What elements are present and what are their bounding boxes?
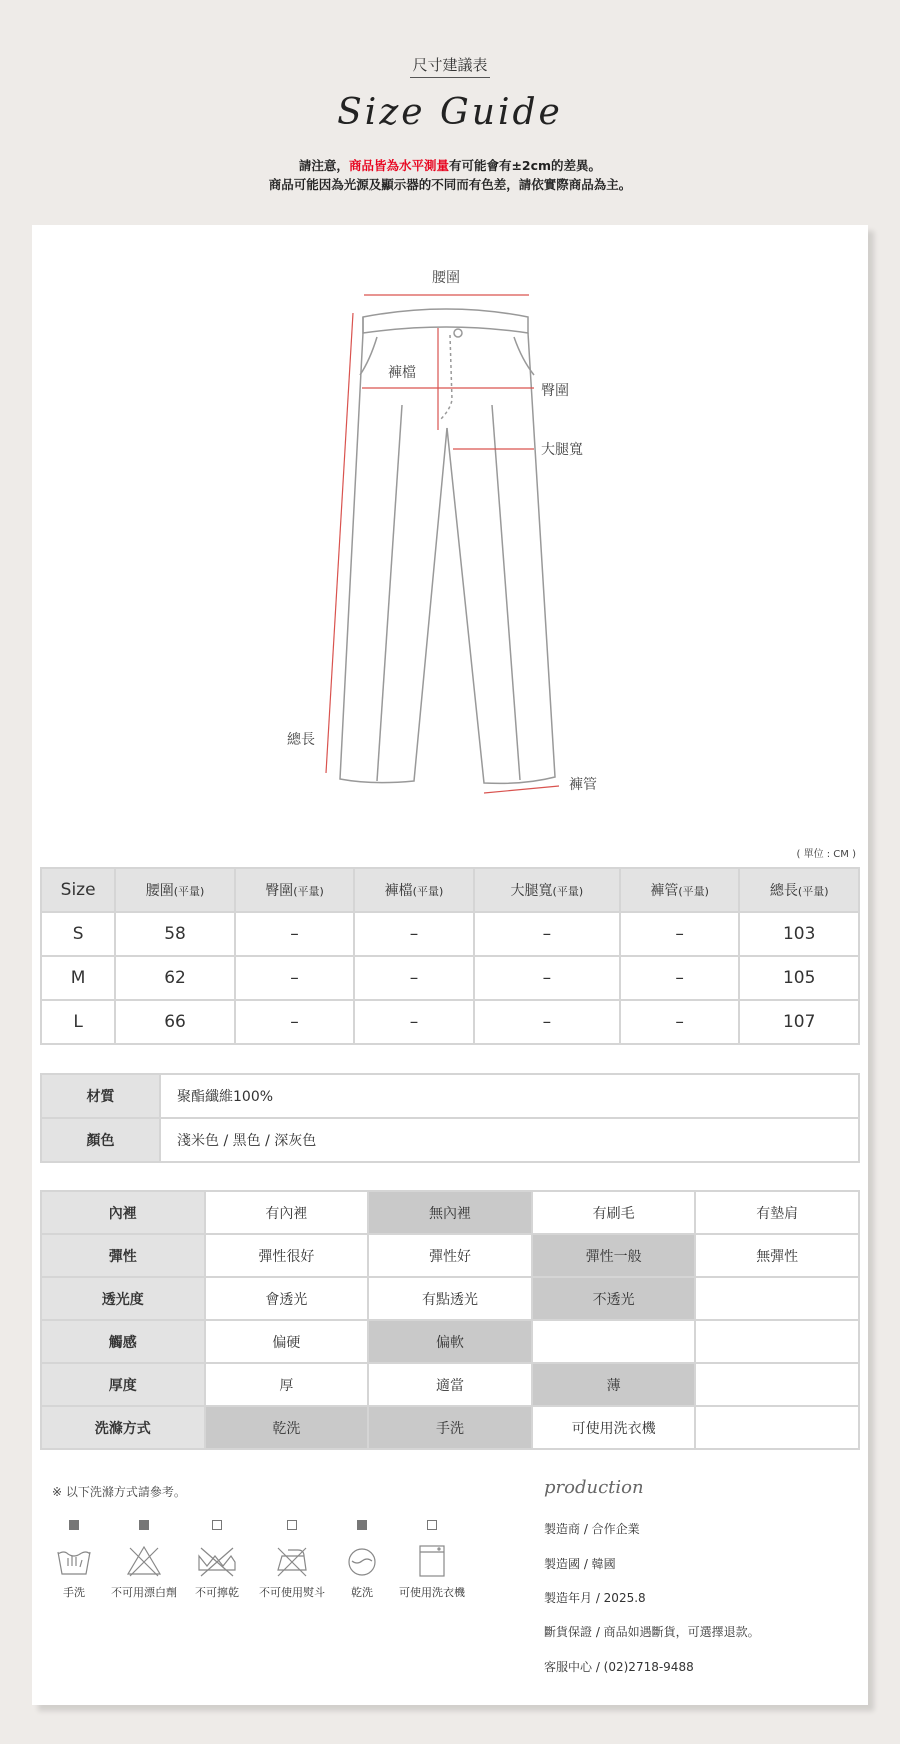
- hem-line: [484, 786, 559, 793]
- size-table-header-row: [41, 868, 859, 912]
- size-table: [40, 867, 860, 1045]
- size-guide-card: [32, 225, 868, 1705]
- material-value: 聚酯纖維100%: [160, 1074, 859, 1118]
- attribute-label: 觸感: [41, 1320, 205, 1363]
- size-header: Size: [41, 868, 115, 912]
- table-cell: S: [41, 912, 115, 956]
- waist-label: 腰圍: [432, 270, 460, 286]
- checkbox-icon: [69, 1520, 79, 1530]
- no-bleach-icon: [126, 1544, 162, 1578]
- table-cell: –: [235, 1000, 354, 1044]
- table-cell: –: [354, 1000, 473, 1044]
- attribute-option: 無內裡: [368, 1191, 532, 1234]
- column-header: 褲檔(平量): [354, 868, 473, 912]
- page-title: Size Guide: [337, 92, 563, 133]
- checkbox-icon: [287, 1520, 297, 1530]
- wash-item-no-bleach: [102, 1520, 186, 1600]
- table-row: [41, 1000, 859, 1044]
- attribute-option: 有內裡: [205, 1191, 369, 1234]
- attribute-option: [532, 1320, 696, 1363]
- note-highlight: 商品皆為水平測量: [348, 158, 449, 173]
- table-cell: 107: [739, 1000, 859, 1044]
- checkbox-icon: [212, 1520, 222, 1530]
- attribute-option: 厚: [205, 1363, 369, 1406]
- attribute-option: [695, 1320, 859, 1363]
- manufacturer: 製造商 / 合作企業: [544, 1522, 640, 1536]
- column-header: 臀圍(平量): [235, 868, 354, 912]
- attribute-option: [695, 1363, 859, 1406]
- no-iron-icon: [274, 1544, 310, 1578]
- attribute-row: [41, 1363, 859, 1406]
- material-row: [41, 1074, 859, 1118]
- hand-wash-icon: [56, 1544, 92, 1578]
- table-cell: 103: [739, 912, 859, 956]
- attribute-label: 洗滌方式: [41, 1406, 205, 1449]
- table-cell: M: [41, 956, 115, 1000]
- table-cell: –: [474, 956, 620, 1000]
- note-suffix: 有可能會有±2cm的差異。: [448, 158, 602, 173]
- measurement-note: [0, 156, 900, 194]
- color-label: 顏色: [41, 1118, 160, 1162]
- color-row: [41, 1118, 859, 1162]
- table-cell: 105: [739, 956, 859, 1000]
- table-cell: –: [620, 1000, 739, 1044]
- note-prefix: 請注意，: [298, 158, 349, 173]
- dry-clean-icon: [344, 1544, 380, 1578]
- attribute-label: 內裡: [41, 1191, 205, 1234]
- attribute-row: [41, 1234, 859, 1277]
- table-cell: –: [354, 956, 473, 1000]
- attribute-option: 會透光: [205, 1277, 369, 1320]
- wash-label: 乾洗: [351, 1586, 373, 1599]
- pants-diagram: [32, 225, 868, 825]
- attribute-row: [41, 1406, 859, 1449]
- checkbox-icon: [427, 1520, 437, 1530]
- column-header: 褲管(平量): [620, 868, 739, 912]
- material-table: [40, 1073, 860, 1163]
- attribute-label: 厚度: [41, 1363, 205, 1406]
- hip-label: 臀圍: [541, 383, 569, 399]
- column-header: 腰圍(平量): [115, 868, 234, 912]
- thigh-label: 大腿寬: [541, 442, 583, 458]
- attribute-option: 偏硬: [205, 1320, 369, 1363]
- wash-label: 可使用洗衣機: [399, 1586, 465, 1599]
- table-cell: 66: [115, 1000, 234, 1044]
- production-title: production: [544, 1477, 644, 1498]
- size-chart-subtitle: 尺寸建議表: [0, 54, 900, 75]
- stock-guarantee: 斷貨保證 / 商品如遇斷貨，可選擇退款。: [544, 1625, 760, 1639]
- attribute-option: 不透光: [532, 1277, 696, 1320]
- manufacture-date: 製造年月 / 2025.8: [544, 1591, 646, 1605]
- table-cell: –: [354, 912, 473, 956]
- table-row: [41, 912, 859, 956]
- table-cell: –: [620, 956, 739, 1000]
- attribute-option: 乾洗: [205, 1406, 369, 1449]
- no-wring-icon: [197, 1544, 237, 1578]
- attribute-row: [41, 1277, 859, 1320]
- wash-label: 不可擰乾: [195, 1586, 239, 1599]
- table-cell: L: [41, 1000, 115, 1044]
- washing-machine-icon: [414, 1544, 450, 1578]
- checkbox-icon: [139, 1520, 149, 1530]
- attribute-option: 有刷毛: [532, 1191, 696, 1234]
- wash-label: 不可用漂白劑: [111, 1586, 177, 1599]
- country-of-origin: 製造國 / 韓國: [544, 1557, 616, 1571]
- note-color-disclaimer: 商品可能因為光源及顯示器的不同而有色差，請依實際商品為主。: [268, 177, 632, 192]
- length-label: 總長: [287, 732, 315, 748]
- attribute-label: 彈性: [41, 1234, 205, 1277]
- washing-note: ※ 以下洗滌方式請參考。: [52, 1485, 186, 1499]
- column-header: 大腿寬(平量): [474, 868, 620, 912]
- checkbox-icon: [357, 1520, 367, 1530]
- crotch-label: 褲檔: [388, 365, 416, 381]
- wash-item-washing-machine: [387, 1520, 477, 1600]
- attribute-option: 無彈性: [695, 1234, 859, 1277]
- table-cell: 58: [115, 912, 234, 956]
- table-cell: –: [620, 912, 739, 956]
- attribute-label: 透光度: [41, 1277, 205, 1320]
- length-line: [326, 313, 353, 773]
- customer-service: 客服中心 / (02)2718-9488: [544, 1660, 694, 1674]
- attribute-option: 彈性好: [368, 1234, 532, 1277]
- table-cell: 62: [115, 956, 234, 1000]
- wash-item-no-wring: [175, 1520, 259, 1600]
- attribute-row: [41, 1191, 859, 1234]
- attribute-option: 彈性一般: [532, 1234, 696, 1277]
- attribute-option: 偏軟: [368, 1320, 532, 1363]
- attribute-option: [695, 1277, 859, 1320]
- table-cell: –: [235, 956, 354, 1000]
- hem-label: 褲管: [569, 777, 597, 793]
- wash-label: 不可使用熨斗: [259, 1586, 325, 1599]
- attribute-table: [40, 1190, 860, 1450]
- table-row: [41, 956, 859, 1000]
- unit-label: ( 單位 : CM ): [796, 849, 856, 860]
- column-header: 總長(平量): [739, 868, 859, 912]
- attribute-option: 可使用洗衣機: [532, 1406, 696, 1449]
- material-label: 材質: [41, 1074, 160, 1118]
- attribute-row: [41, 1320, 859, 1363]
- attribute-option: 手洗: [368, 1406, 532, 1449]
- table-cell: –: [474, 1000, 620, 1044]
- attribute-option: 適當: [368, 1363, 532, 1406]
- attribute-option: 有墊肩: [695, 1191, 859, 1234]
- attribute-option: 薄: [532, 1363, 696, 1406]
- table-cell: –: [235, 912, 354, 956]
- color-value: 淺米色 / 黑色 / 深灰色: [160, 1118, 859, 1162]
- wash-label: 手洗: [63, 1586, 85, 1599]
- table-cell: –: [474, 912, 620, 956]
- attribute-option: 有點透光: [368, 1277, 532, 1320]
- attribute-option: 彈性很好: [205, 1234, 369, 1277]
- attribute-option: [695, 1406, 859, 1449]
